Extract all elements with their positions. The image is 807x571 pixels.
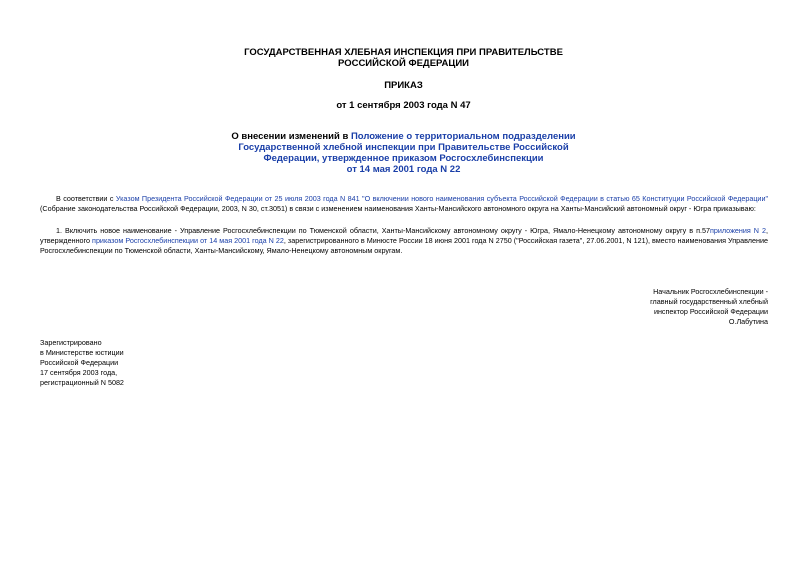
doc-date: от 1 сентября 2003 года N 47 [336, 100, 471, 111]
appendix-link[interactable]: приложения N 2 [709, 226, 766, 235]
title-link-part-2[interactable]: Государственной хлебной инспекции при Правительстве Российской [238, 142, 569, 153]
org-header [0, 47, 807, 69]
registration-line-1: Зарегистрировано [40, 338, 102, 347]
registration-line-4: 17 сентября 2003 года, [40, 368, 118, 377]
paragraph-preamble [40, 194, 768, 214]
title-prefix: О внесении изменений в [231, 131, 351, 142]
registration-line-2: в Министерстве юстиции [40, 348, 124, 357]
registration-number: регистрационный N 5082 [40, 378, 124, 387]
signature-name: О.Лабутина [728, 317, 768, 326]
doc-title [0, 131, 807, 175]
signature-block [568, 287, 768, 327]
signature-line-3: инспектор Российской Федерации [653, 307, 768, 316]
title-link-part-3[interactable]: Федерации, утвержденное приказом Росгосхлебинспекции [263, 153, 544, 164]
doc-type: ПРИКАЗ [384, 80, 423, 91]
registration-line-3: Российской Федерации [40, 358, 119, 367]
paragraph-item-1 [40, 226, 768, 256]
order-link[interactable]: приказом Росгосхлебинспекции от 14 мая 2001 года N 22 [92, 236, 284, 245]
org-line-2: РОССИЙСКОЙ ФЕДЕРАЦИИ [337, 58, 469, 69]
signature-line-1: Начальник Росгосхлебинспекции - [653, 287, 768, 296]
item-text-2: , утвержденного [40, 226, 768, 245]
title-link-part-1[interactable]: Положение о территориальном подразделении [350, 131, 576, 142]
registration-block [40, 338, 240, 388]
preamble-text-end: (Собрание законодательства Российской Федерации, 2003, N 30, ст.3051) в связи с изменением наименования Ханты-Мансийского автономного округа на Ханты-Мансийский автономный округ - Югра приказываю: [40, 204, 756, 213]
signature-line-2: главный государственный хлебный [650, 297, 768, 306]
decree-link[interactable]: Указом Президента Российской Федерации от 25 июля 2003 года N 841 "О включении нового наименования субъекта Российской Федерации в статью 65 Конституции Российской Федерации" [115, 194, 769, 203]
item-text-3: , зарегистрированного в Минюсте России 18 июня 2001 года N 2750 ("Российская газета", 27.06.2001, N 121), вместо наименования Управление Росгосхлебинспекции по Тюменской области, Ханты-Мансийскому, Ямало-Ненецкому автономным округам. [40, 236, 768, 255]
title-link-part-4[interactable]: от 14 мая 2001 года N 22 [346, 164, 461, 175]
preamble-text-start: В соответствии с [56, 194, 116, 203]
org-line-1: ГОСУДАРСТВЕННАЯ ХЛЕБНАЯ ИНСПЕКЦИЯ ПРИ ПРАВИТЕЛЬСТВЕ [244, 47, 563, 58]
item-text-1: 1. Включить новое наименование - Управление Росгосхлебинспекции по Тюменской области, Ханты-Мансийскому автономному округу - Югра, Ямало-Ненецкому автономному округу в п.57 [56, 226, 710, 235]
